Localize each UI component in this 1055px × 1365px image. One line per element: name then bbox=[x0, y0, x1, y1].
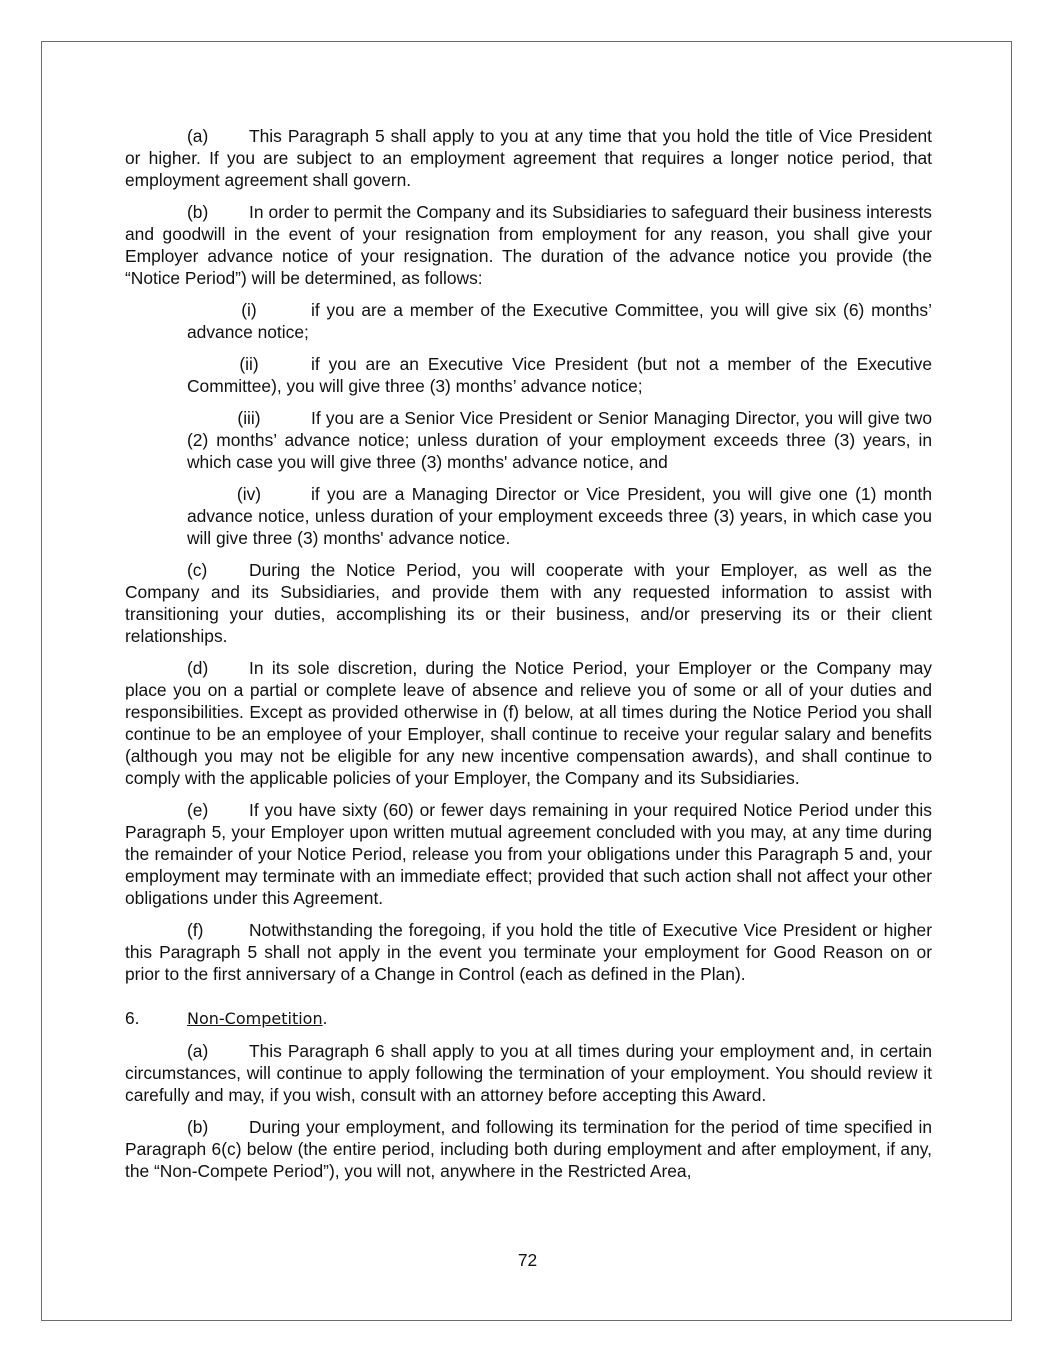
paragraph-text: This Paragraph 6 shall apply to you at all times during your employment and, in certain circumstances, will continue to apply following the termination of your employment. You should review it carefully and may, if you wish, consult with an attorney before accepting this Award. bbox=[125, 1041, 932, 1105]
paragraph-5b-iii bbox=[187, 407, 932, 473]
paragraph-5b bbox=[125, 201, 932, 289]
section-title: Non-Competition bbox=[187, 1009, 323, 1028]
paragraph-6a bbox=[125, 1040, 932, 1106]
paragraph-5b-i bbox=[187, 299, 932, 343]
paragraph-text: If you have sixty (60) or fewer days remaining in your required Notice Period under this Paragraph 5, your Employer upon written mutual agreement concluded with you may, at any time during the remainder of your Notice Period, release you from your obligations under this Paragraph 5 and, your employment may terminate with an immediate effect; provided that such action shall not affect your other obligations under this Agreement. bbox=[125, 800, 932, 908]
item-label: (ii) bbox=[239, 354, 259, 374]
paragraph-text: During the Notice Period, you will cooperate with your Employer, as well as the Company and its Subsidiaries, and provide them with any requested information to assist with transitioning your duties, accomplishing its or their business, and/or preserving its or their client relationships. bbox=[125, 560, 932, 646]
paragraph-text: This Paragraph 5 shall apply to you at any time that you hold the title of Vice President or higher. If you are subject to an employment agreement that requires a longer notice period, that employment agreement shall govern. bbox=[125, 126, 932, 190]
paragraph-5c bbox=[125, 559, 932, 647]
paragraph-5e bbox=[125, 799, 932, 909]
paragraph-label: (d) bbox=[187, 658, 209, 678]
paragraph-text: In its sole discretion, during the Notice Period, your Employer or the Company may place you on a partial or complete leave of absence and relieve you of some or all of your duties and responsibilities. Except as provided otherwise in (f) below, at all times during the Notice Period you shall continue to be an employee of your Employer, shall continue to receive your regular salary and benefits (although you may not be eligible for any new incentive compensation awards), and shall continue to comply with the applicable policies of your Employer, the Company and its Subsidiaries. bbox=[125, 658, 932, 788]
paragraph-5b-ii bbox=[187, 353, 932, 397]
paragraph-label: (b) bbox=[187, 202, 209, 222]
paragraph-5b-iv bbox=[187, 483, 932, 549]
document-page bbox=[41, 41, 1012, 1321]
paragraph-text: During your employment, and following its termination for the period of time specified in Paragraph 6(c) below (the entire period, including both during employment and after employment, if any, the “Non-Compete Period”), you will not, anywhere in the Restricted Area, bbox=[125, 1117, 932, 1181]
item-text: if you are an Executive Vice President (but not a member of the Executive Committee), you will give three (3) months’ advance notice; bbox=[187, 354, 932, 396]
paragraph-label: (a) bbox=[187, 126, 209, 146]
page-number: 72 bbox=[517, 1250, 538, 1270]
paragraph-6b bbox=[125, 1116, 932, 1182]
item-label: (iv) bbox=[236, 484, 262, 504]
item-text: If you are a Senior Vice President or Senior Managing Director, you will give two (2) months’ advance notice; unless duration of your employment exceeds three (3) years, in which case you will give three (3) months' advance notice, and bbox=[187, 408, 932, 472]
section-6-heading bbox=[125, 1007, 932, 1030]
section-title-suffix: . bbox=[322, 1008, 328, 1028]
paragraph-5a bbox=[125, 125, 932, 191]
paragraph-5d bbox=[125, 657, 932, 789]
item-text: if you are a member of the Executive Committee, you will give six (6) months’ advance notice; bbox=[187, 300, 932, 342]
item-label: (i) bbox=[241, 300, 257, 320]
item-text: if you are a Managing Director or Vice President, you will give one (1) month advance notice, unless duration of your employment exceeds three (3) years, in which case you will give three (3) months' advance notice. bbox=[187, 484, 932, 548]
paragraph-label: (f) bbox=[187, 920, 204, 940]
paragraph-label: (a) bbox=[187, 1041, 209, 1061]
page-body bbox=[125, 125, 932, 1192]
section-number: 6. bbox=[125, 1008, 140, 1028]
paragraph-5f bbox=[125, 919, 932, 985]
paragraph-text: In order to permit the Company and its Subsidiaries to safeguard their business interests and goodwill in the event of your resignation from employment for any reason, you shall give your Employer advance notice of your resignation. The duration of the advance notice you provide (the “Notice Period”) will be determined, as follows: bbox=[125, 202, 932, 288]
paragraph-label: (e) bbox=[187, 800, 209, 820]
item-label: (iii) bbox=[237, 408, 261, 428]
paragraph-label: (c) bbox=[187, 560, 208, 580]
paragraph-label: (b) bbox=[187, 1117, 209, 1137]
paragraph-text: Notwithstanding the foregoing, if you hold the title of Executive Vice President or higher this Paragraph 5 shall not apply in the event you terminate your employment for Good Reason on or prior to the first anniversary of a Change in Control (each as defined in the Plan). bbox=[125, 920, 932, 984]
